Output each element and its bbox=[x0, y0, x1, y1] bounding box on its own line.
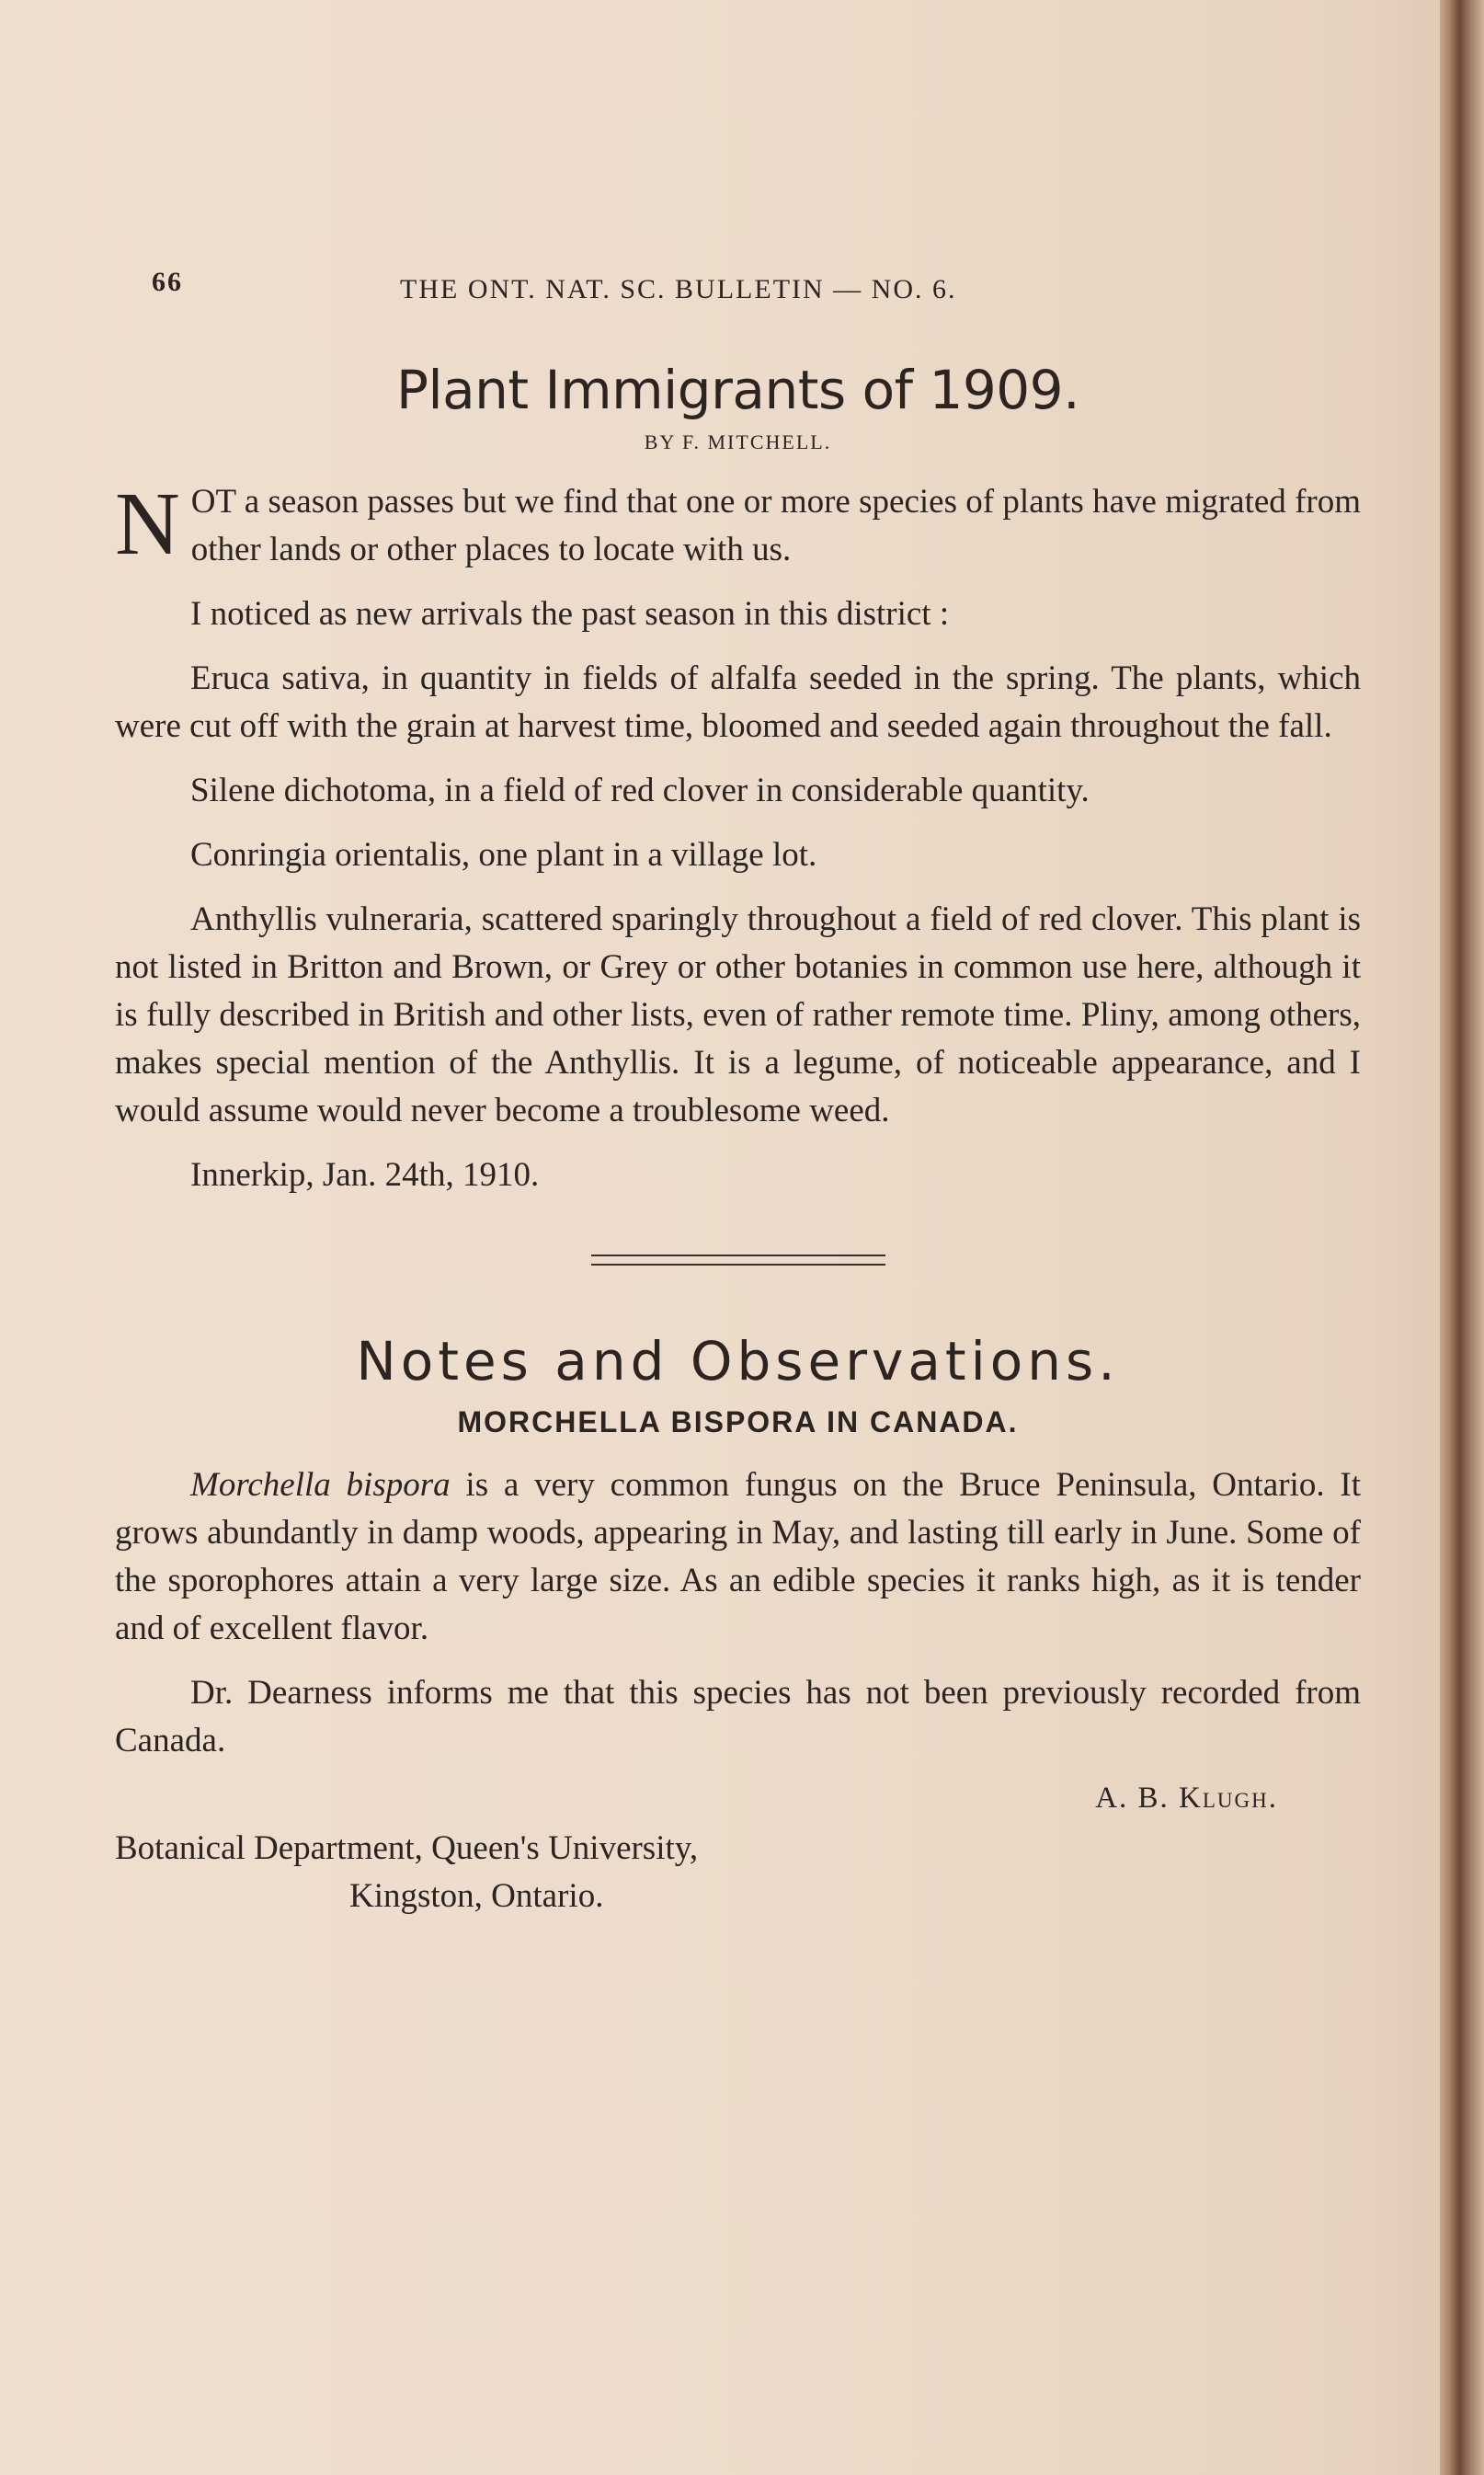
article-paragraph: I noticed as new arrivals the past season in this district : bbox=[190, 595, 950, 633]
page-number: 66 bbox=[152, 267, 183, 297]
article-paragraph-anthyllis: Anthyllis vulneraria, scattered sparingly throughout a field of red clover. This plant is not listed in Britton and Brown, or Grey or other botanies in common use here, although it is fully described in British and other lists, even of rather remote time. Pliny, among others, makes special mention of the Anthyllis. It is a legume, of noticeable appearance, and I would assume would never become a troublesome weed. bbox=[115, 900, 1361, 1129]
address-line-1: Botanical Department, Queen's University, bbox=[115, 1829, 699, 1867]
article-paragraph-intro: NOT a season passes but we find that one or more species of plants have migrated from other lands or other places to locate with us. bbox=[115, 475, 1361, 574]
subsection-title: MORCHELLA BISPORA IN CANADA. bbox=[457, 1405, 1019, 1438]
section-divider bbox=[591, 1255, 885, 1266]
notes-paragraph-text: is a very common fungus on the Bruce Peninsula, Ontario. It grows abundantly in damp woods, appearing in May, and lasting till early in June. Some of the sporophores attain a very large size. As an edible species it ranks high, as it is tender and of excellent flavor. bbox=[115, 1466, 1361, 1647]
author-signature: A. B. Klugh. bbox=[1095, 1782, 1278, 1815]
article-place-date: Innerkip, Jan. 24th, 1910. bbox=[190, 1156, 540, 1194]
notes-paragraph-morchella bbox=[115, 1461, 1361, 1653]
address-line-2: Kingston, Ontario. bbox=[349, 1877, 604, 1915]
author-address bbox=[115, 1825, 1361, 1920]
species-name: Morchella bispora bbox=[190, 1466, 451, 1504]
running-head bbox=[115, 267, 1361, 322]
article-paragraph-silene: Silene dichotoma, in a field of red clover in considerable quantity. bbox=[190, 772, 1090, 809]
notes-paragraph-dearness: Dr. Dearness informs me that this species has not been previously recorded from Canada. bbox=[115, 1674, 1361, 1759]
section-title: Notes and Observations. bbox=[356, 1330, 1120, 1392]
article-title: Plant Immigrants of 1909. bbox=[395, 359, 1080, 421]
journal-title: THE ONT. NAT. SC. BULLETIN — NO. 6. bbox=[400, 274, 957, 304]
article-paragraph-eruca: Eruca sativa, in quantity in fields of alfalfa seeded in the spring. The plants, which were cut off with the grain at harvest time, bloomed and seeded again throughout the fall. bbox=[115, 659, 1361, 745]
article-byline: BY F. MITCHELL. bbox=[644, 430, 832, 453]
article-paragraph-conringia: Conringia orientalis, one plant in a village lot. bbox=[190, 836, 817, 874]
book-spine bbox=[1440, 0, 1484, 2475]
page-content bbox=[115, 267, 1361, 1920]
